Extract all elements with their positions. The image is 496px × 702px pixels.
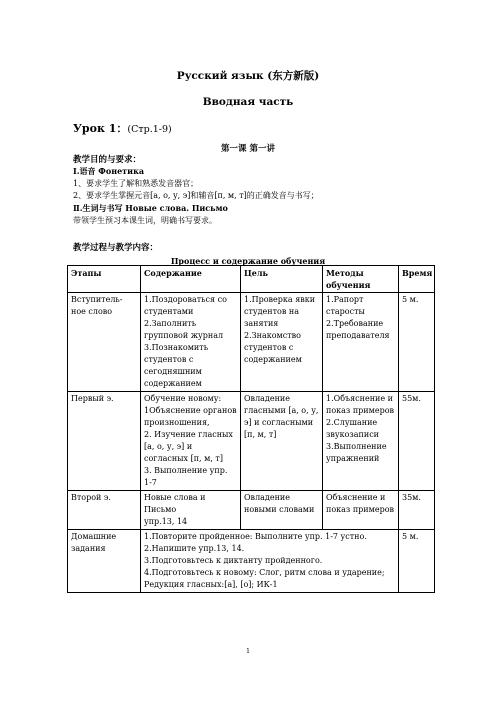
content-line: 3.Познакомить студентов с сегодняшним содержанием	[144, 343, 209, 388]
content-line: 3. Выполнение упр. 1-7	[144, 466, 228, 487]
cell-stage: Вступитель-ное слово	[68, 293, 141, 392]
goal-line: 2.Знакомство студентов с содержанием	[244, 331, 302, 364]
cell-stage: Домашние задания	[68, 530, 141, 593]
homework-line: 1.Повторите пройденное: Выполните упр. 1-7 устно.	[144, 532, 367, 541]
homework-line: 4.Подготовьтесь к новому: Слог, ритм слова и ударение; Редукция гласных:[а], [о]; ИК-1	[144, 568, 385, 589]
method-line: Объяснение и показ примеров	[326, 493, 395, 514]
page-number: 1	[246, 648, 250, 655]
content-line: 1Объяснение органов произношения,	[144, 406, 237, 427]
method-line: 1.Объяснение и показ примеров	[326, 394, 395, 415]
goal-line-5: 带领学生预习本课生词，明确书写要求。	[73, 216, 217, 225]
cell-stage: Второй э.	[68, 491, 141, 530]
content-line: упр.13, 14	[144, 517, 188, 526]
homework-line: 2.Напишите упр.13, 14.	[144, 544, 245, 553]
header-stage: Этапы	[68, 266, 141, 293]
table-row	[68, 293, 435, 392]
goal-line-3: 2、要求学生掌握元音[а, о, у, э]和辅音[п, м, т]的正确发音与书写；	[73, 191, 319, 200]
content-line: 2.Заполнить групповой журнал	[144, 319, 224, 340]
homework-line: 3.Подготовьтесь к диктанту пройденного.	[144, 556, 323, 565]
document-subtitle: Вводная часть	[202, 96, 294, 108]
lesson-label: Урок 1：	[73, 122, 128, 135]
cell-methods	[323, 293, 399, 392]
method-line: 1.Рапорт старосты	[326, 295, 365, 316]
table-header-row	[68, 266, 435, 293]
lesson-plan-table	[67, 265, 435, 593]
cell-time: 5 м.	[399, 530, 435, 593]
cell-methods	[323, 392, 399, 491]
process-heading: 教学过程与教学内容：	[73, 243, 159, 253]
cell-goal	[241, 491, 323, 530]
document-title: Русский язык (东方新版)	[176, 70, 320, 82]
method-line: 2.Слушание звукозаписи	[326, 418, 379, 439]
method-line: 2.Требование преподавателя	[326, 319, 390, 340]
goal-line-1: Ⅰ.语音 Фонетика	[73, 166, 145, 176]
header-methods: Методы обучения	[323, 266, 399, 293]
goal-line: 1.Проверка явки студентов на занятия	[244, 295, 316, 328]
lecture-heading: 第一课 第一讲	[221, 144, 275, 154]
lesson-heading	[73, 120, 172, 136]
header-time: Время	[399, 266, 435, 293]
cell-time: 35м.	[399, 491, 435, 530]
goal-line-2: 1、要求学生了解和熟悉发音器官；	[73, 179, 199, 188]
cell-time: 55м.	[399, 392, 435, 491]
cell-content	[141, 293, 241, 392]
cell-time: 5 м.	[399, 293, 435, 392]
content-line: 1.Поздороваться со студентами	[144, 295, 227, 316]
goal-line-4: Ⅱ.生词与书写 Новые слова. Письмо	[73, 203, 228, 213]
table-caption: Процесс и содержание обучения	[170, 256, 326, 266]
cell-content	[141, 491, 241, 530]
table-row	[68, 491, 435, 530]
method-line: 3.Выполнение упражнений	[326, 442, 387, 463]
content-line: Новые слова и Письмо	[144, 493, 206, 514]
cell-content	[141, 392, 241, 491]
table-row	[68, 392, 435, 491]
cell-goal	[241, 392, 323, 491]
content-line: Обучение новому:	[144, 394, 222, 403]
header-goal: Цель	[241, 266, 323, 293]
lesson-pages: (Стр.1-9)	[127, 124, 172, 135]
cell-methods	[323, 491, 399, 530]
content-line: 2. Изучение гласных [а, о, у, э] и согласных [п, м, т]	[144, 430, 233, 463]
table-row	[68, 530, 435, 593]
goal-line: Овладение новыми словами	[244, 493, 315, 514]
header-content: Содержание	[141, 266, 241, 293]
cell-homework	[141, 530, 399, 593]
cell-goal	[241, 293, 323, 392]
goals-heading: 教学目的与要求：	[73, 155, 142, 165]
cell-stage: Первый э.	[68, 392, 141, 491]
goal-line: Овладение гласными [а, о, у, э] и согласными [п, м, т]	[244, 394, 319, 439]
